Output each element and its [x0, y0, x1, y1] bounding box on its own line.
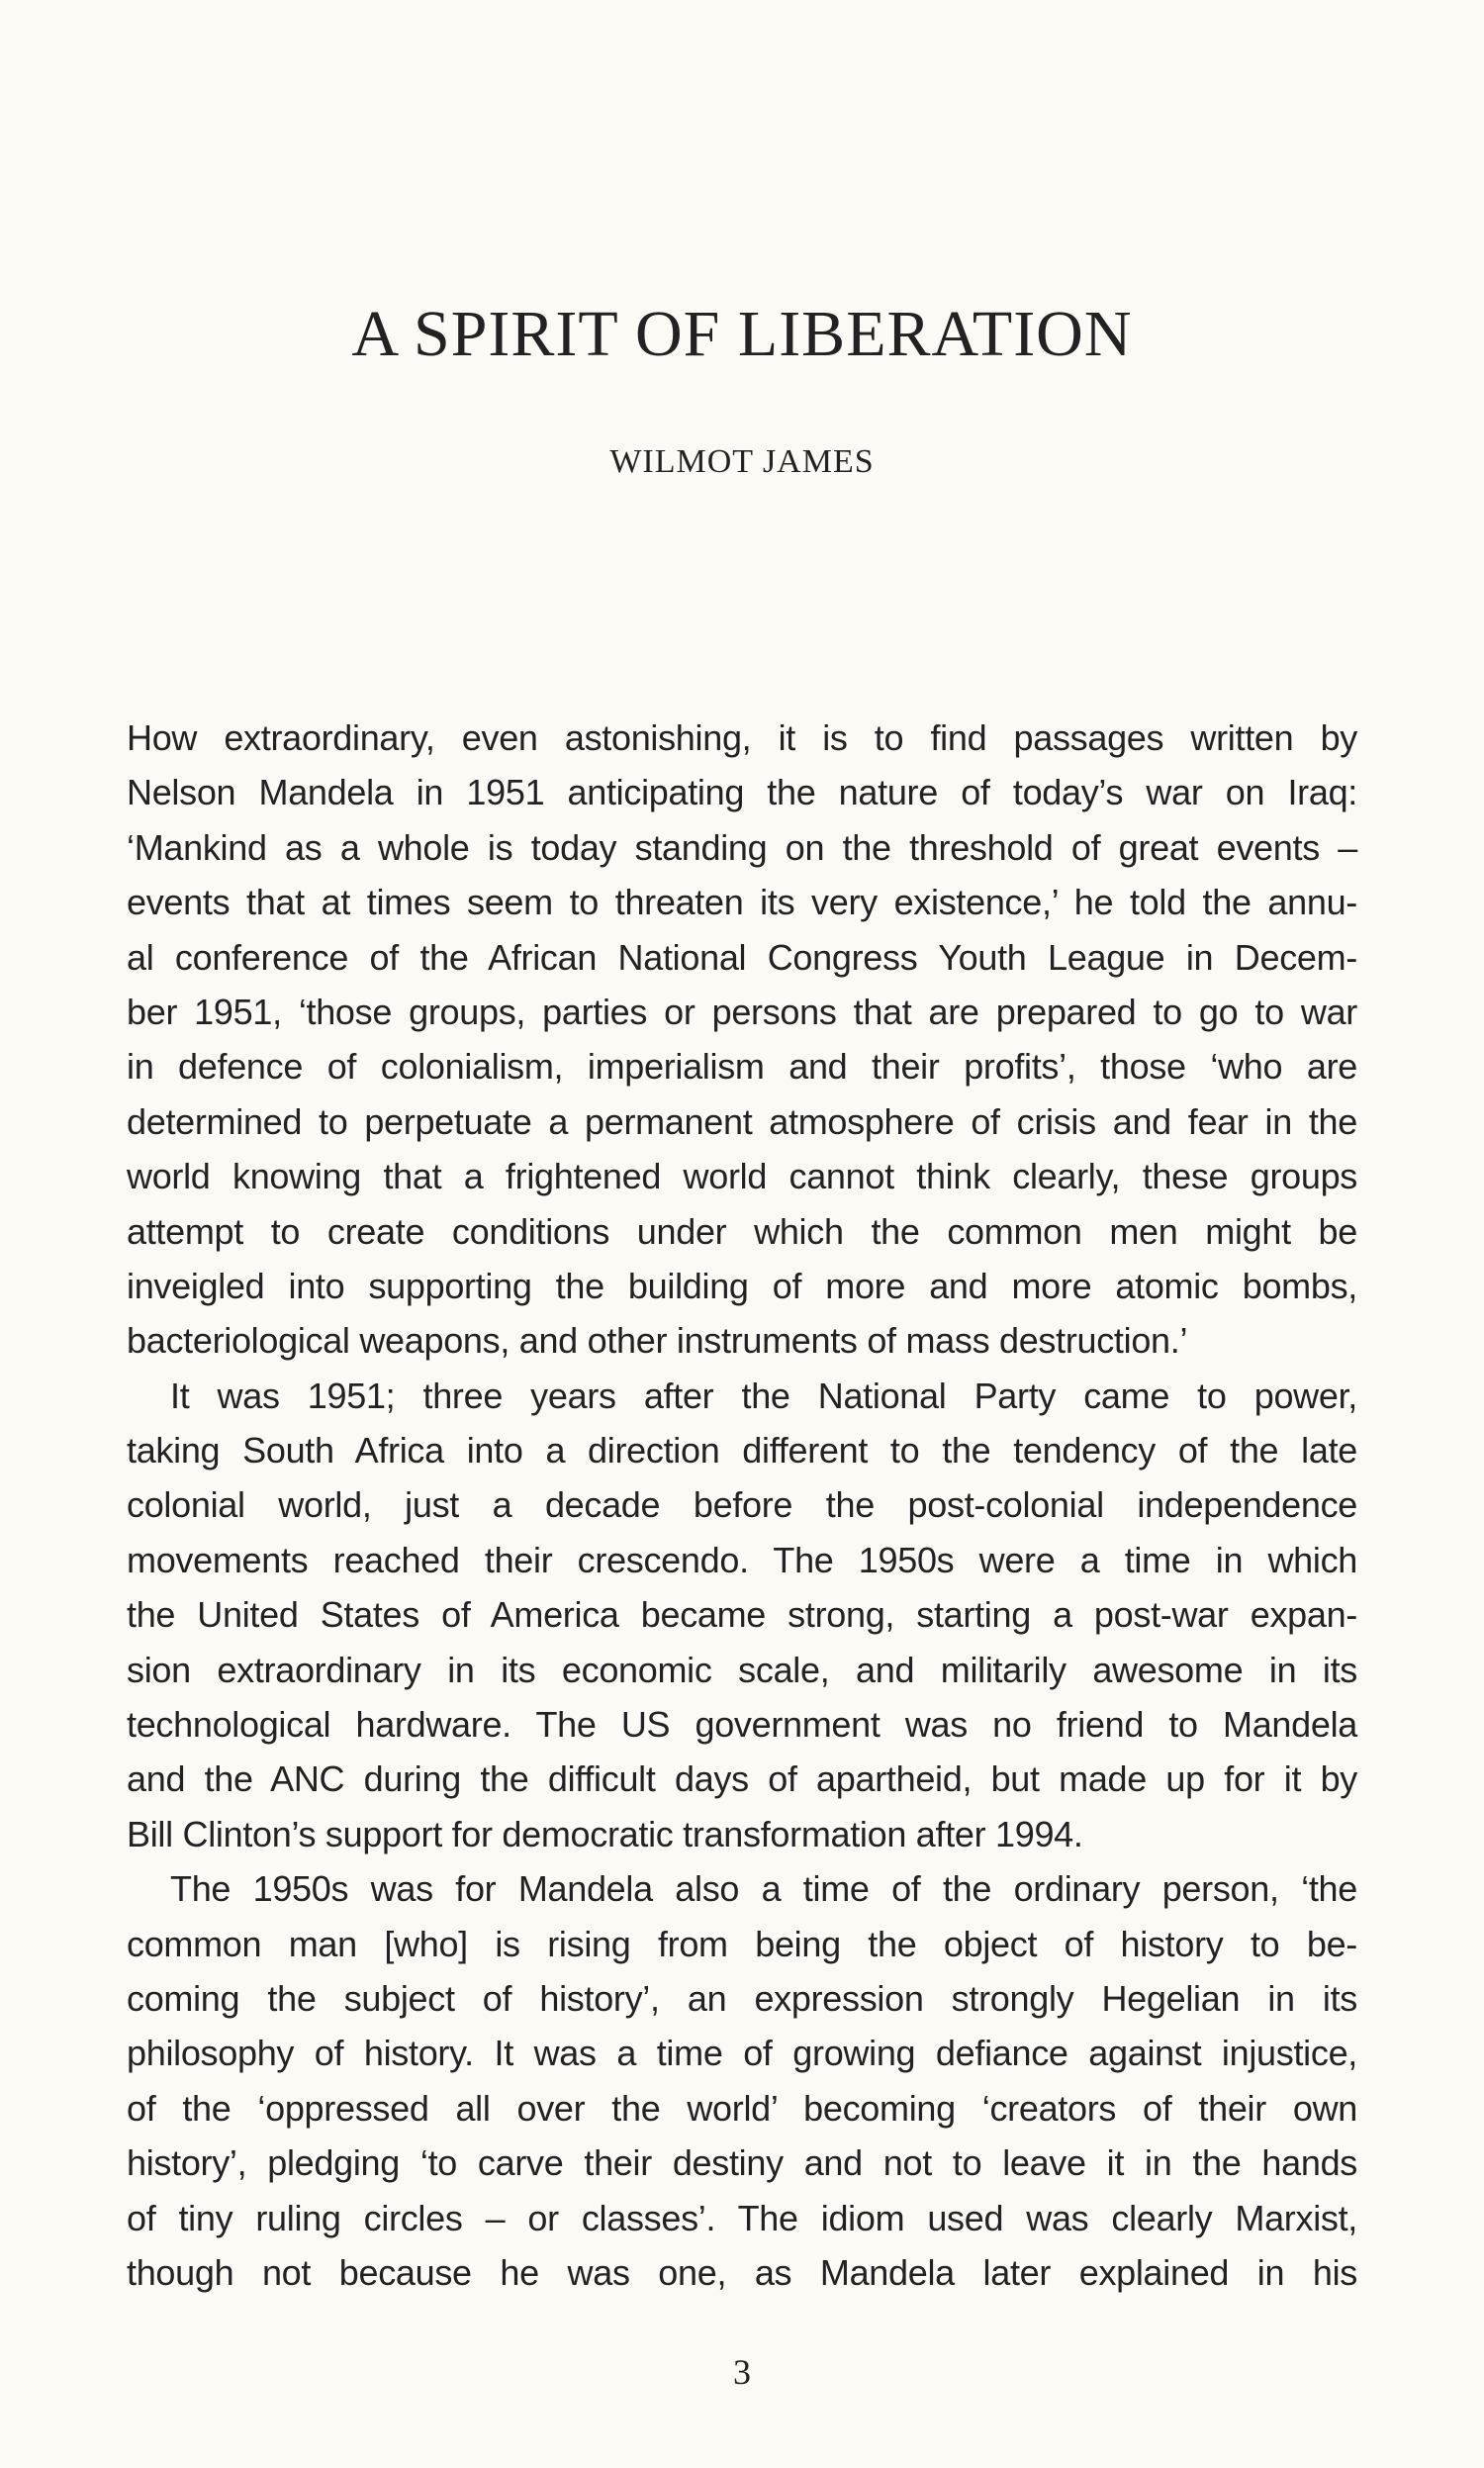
text-line: of tiny ruling circles – or classes’. The idiom used was clearly Marxist, — [127, 2197, 1357, 2238]
text-line: though not because he was one, as Mandela later explained in his — [127, 2251, 1357, 2293]
page-number: 3 — [733, 2352, 751, 2392]
paragraph-2 — [127, 1369, 1357, 1862]
text-line: of the ‘oppressed all over the world’ becoming ‘creators of their own — [127, 2087, 1357, 2129]
text-line: The 1950s was for Mandela also a time of the ordinary person, ‘the — [170, 1868, 1357, 1910]
text-line: philosophy of history. It was a time of growing defiance against injustice, — [127, 2033, 1357, 2074]
text-line: How extraordinary, even astonishing, it is to find passages written by — [127, 717, 1357, 758]
paragraph-1 — [127, 711, 1357, 1369]
chapter-author: WILMOT JAMES — [609, 443, 875, 480]
text-line: the United States of America became strong, starting a post-war expan- — [127, 1594, 1357, 1636]
body-text — [127, 711, 1357, 2300]
text-line: world knowing that a frightened world cannot think clearly, these groups — [127, 1156, 1357, 1197]
text-line: movements reached their crescendo. The 1950s were a time in which — [127, 1539, 1357, 1580]
text-line: ‘Mankind as a whole is today standing on the threshold of great events – — [127, 826, 1357, 868]
paragraph-3 — [127, 1861, 1357, 2300]
text-line: inveigled into supporting the building of more and more atomic bombs, — [127, 1265, 1357, 1306]
text-line: technological hardware. The US government was no friend to Mandela — [127, 1704, 1357, 1746]
text-line: bacteriological weapons, and other instruments of mass destruction.’ — [127, 1320, 1188, 1362]
text-line: ber 1951, ‘those groups, parties or persons that are prepared to go to war — [127, 991, 1357, 1032]
text-line: common man [who] is rising from being the object of history to be- — [127, 1923, 1357, 1964]
text-line: Bill Clinton’s support for democratic transformation after 1994. — [127, 1813, 1083, 1854]
text-line: history’, pledging ‘to carve their destiny and not to leave it in the hands — [127, 2142, 1357, 2184]
text-line: It was 1951; three years after the National Party came to power, — [170, 1375, 1357, 1416]
text-line: attempt to create conditions under which the common men might be — [127, 1210, 1357, 1252]
chapter-title: A SPIRIT OF LIBERATION — [351, 298, 1133, 370]
text-line: sion extraordinary in its economic scale, and militarily awesome in its — [127, 1649, 1357, 1690]
text-line: taking South Africa into a direction different to the tendency of the late — [127, 1430, 1357, 1471]
text-line: events that at times seem to threaten its very existence,’ he told the annu- — [127, 882, 1357, 923]
text-line: determined to perpetuate a permanent atmosphere of crisis and fear in the — [127, 1100, 1357, 1142]
text-line: coming the subject of history’, an expression strongly Hegelian in its — [127, 1977, 1357, 2019]
text-line: colonial world, just a decade before the post-colonial independence — [127, 1484, 1357, 1526]
text-line: in defence of colonialism, imperialism and their profits’, those ‘who are — [127, 1046, 1357, 1088]
text-line: Nelson Mandela in 1951 anticipating the nature of today’s war on Iraq: — [127, 772, 1357, 813]
text-line: al conference of the African National Congress Youth League in Decem- — [127, 936, 1357, 978]
text-line: and the ANC during the difficult days of apartheid, but made up for it by — [127, 1758, 1357, 1800]
